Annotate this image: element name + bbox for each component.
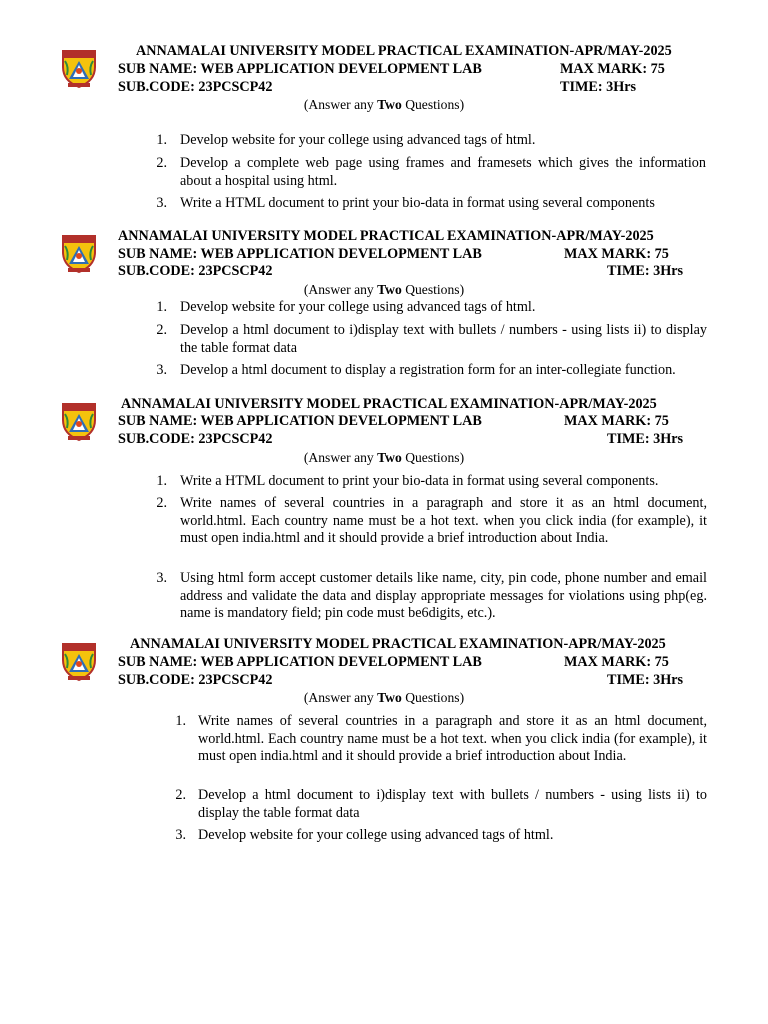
answer-instruction: (Answer any Two Questions): [303, 690, 465, 705]
question-text: Using html form accept customer details like name, city, pin code, phone number and email address and validate the data and display appropriate messages for violations using php(eg. name is mandatory field; pin code must be6digits, etc.).: [180, 570, 707, 621]
max-mark: MAX MARK: 75: [564, 246, 669, 262]
exam-time: TIME: 3Hrs: [607, 431, 684, 447]
university-emblem-logo: [60, 45, 98, 89]
question-text: Develop website for your college using advanced tags of html.: [180, 132, 536, 148]
subject-code: SUB.CODE: 23PCSCP42: [118, 263, 273, 279]
exam-title: ANNAMALAI UNIVERSITY MODEL PRACTICAL EXAMINATION-APR/MAY-2025: [136, 43, 672, 59]
subject-name: SUB NAME: WEB APPLICATION DEVELOPMENT LAB: [118, 654, 482, 670]
question-number: 2.: [156, 495, 167, 511]
university-emblem-logo: [60, 398, 98, 442]
exam-title: ANNAMALAI UNIVERSITY MODEL PRACTICAL EXAMINATION-APR/MAY-2025: [118, 228, 654, 244]
subject-code: SUB.CODE: 23PCSCP42: [118, 672, 273, 688]
question-text: Develop website for your college using advanced tags of html.: [198, 827, 554, 843]
question-number: 3.: [156, 570, 167, 586]
question-number: 1.: [156, 299, 167, 315]
question-number: 3.: [156, 362, 167, 378]
question-number: 3.: [156, 195, 167, 211]
answer-instruction: (Answer any Two Questions): [303, 450, 465, 465]
exam-time: TIME: 3Hrs: [607, 263, 684, 279]
max-mark: MAX MARK: 75: [564, 413, 669, 429]
question-text: Develop a html document to display a registration form for an inter-collegiate function.: [180, 362, 676, 378]
subject-name: SUB NAME: WEB APPLICATION DEVELOPMENT LAB: [118, 61, 482, 77]
question-text: Develop a html document to i)display text with bullets / numbers - using lists ii) to display the table format data: [198, 787, 707, 821]
answer-instruction: (Answer any Two Questions): [303, 282, 465, 297]
question-number: 1.: [156, 473, 167, 489]
question-number: 3.: [175, 827, 186, 843]
exam-time: TIME: 3Hrs: [607, 672, 684, 688]
question-text: Write a HTML document to print your bio-data in format using several components: [180, 195, 655, 211]
exam-time: TIME: 3Hrs: [560, 79, 637, 95]
exam-title: ANNAMALAI UNIVERSITY MODEL PRACTICAL EXAMINATION-APR/MAY-2025: [130, 636, 666, 652]
answer-instruction: (Answer any Two Questions): [303, 97, 465, 112]
question-number: 2.: [156, 155, 167, 171]
subject-code: SUB.CODE: 23PCSCP42: [118, 79, 273, 95]
question-number: 2.: [175, 787, 186, 803]
university-emblem-logo: [60, 638, 98, 682]
subject-code: SUB.CODE: 23PCSCP42: [118, 431, 273, 447]
university-emblem-logo: [60, 230, 98, 274]
subject-name: SUB NAME: WEB APPLICATION DEVELOPMENT LAB: [118, 246, 482, 262]
max-mark: MAX MARK: 75: [560, 61, 665, 77]
question-number: 2.: [156, 322, 167, 338]
question-text: Develop website for your college using advanced tags of html.: [180, 299, 536, 315]
question-text: Develop a html document to i)display text with bullets / numbers - using lists ii) to display the table format data: [180, 322, 707, 356]
exam-title: ANNAMALAI UNIVERSITY MODEL PRACTICAL EXAMINATION-APR/MAY-2025: [121, 396, 657, 412]
question-text: Write names of several countries in a paragraph and store it as an html document, world.html. Each country name must be a hot text. when you click india (for example), it must open india.html and it should provide a brief introduction about India.: [198, 713, 707, 764]
question-text: Write a HTML document to print your bio-data in format using several components.: [180, 473, 659, 489]
subject-name: SUB NAME: WEB APPLICATION DEVELOPMENT LAB: [118, 413, 482, 429]
question-text: Write names of several countries in a paragraph and store it as an html document, world.html. Each country name must be a hot text. when you click india (for example), it must open india.html and it should provide a brief introduction about India.: [180, 495, 707, 546]
question-number: 1.: [156, 132, 167, 148]
question-number: 1.: [175, 713, 186, 729]
max-mark: MAX MARK: 75: [564, 654, 669, 670]
question-text: Develop a complete web page using frames and framesets which gives the information about a hospital using html.: [180, 155, 706, 189]
